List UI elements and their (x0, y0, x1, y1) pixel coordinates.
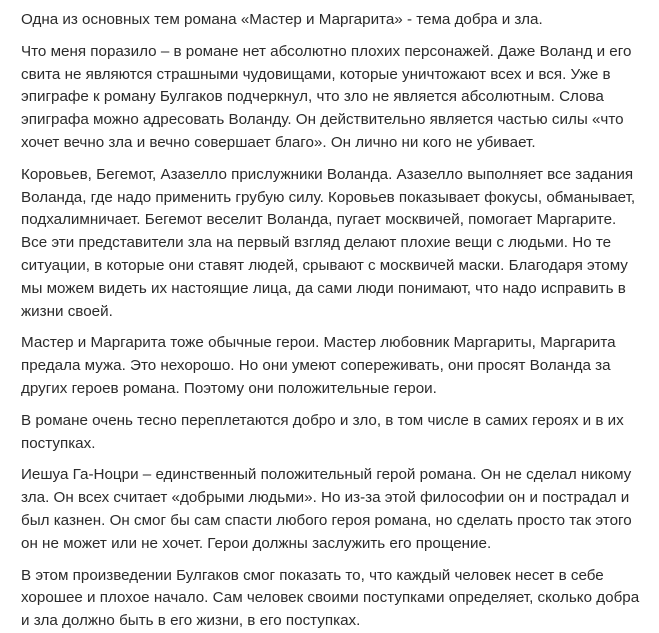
paragraph-4: Мастер и Маргарита тоже обычные герои. Мастер любовник Маргариты, Маргарита предала мужа. Это нехорошо. Но они умеют сопереживать, они просят Воланда за других героев романа. Поэтому они положительные герои. (21, 334, 616, 397)
paragraph-5: В романе очень тесно переплетаются добро и зло, в том числе в самих героях и в их поступках. (21, 411, 624, 452)
paragraph-6: Иешуа Га-Ноцри – единственный положительный герой романа. Он не сделал никому зла. Он всех считает «добрыми людьми». Но из-за этой философии он и пострадал и был казнен. Он смог бы сам спасти любого героя романа, но сделать просто так этого он не может или не хочет. Герои должны заслужить его прощение. (21, 466, 632, 552)
paragraph-7: В этом произведении Булгаков смог показать то, что каждый человек несет в себе хорошее и плохое начало. Сам человек своими поступками определяет, сколько добра и зла должно быть в его жизни, в его поступках. (21, 566, 640, 630)
paragraph-1: Одна из основных тем романа «Мастер и Маргарита» - тема добра и зла. (21, 11, 543, 28)
paragraph-2: Что меня поразило – в романе нет абсолютно плохих персонажей. Даже Воланд и его свита не являются страшными чудовищами, которые уничтожают всех и вся. Уже в эпиграфе к роману Булгаков подчеркнул, что зло не является абсолютным. Слова эпиграфа можно адресовать Воланду. Он действительно является частью силы «что хочет вечно зла и вечно совершает благо». Он лично ни кого не убивает. (21, 42, 632, 151)
paragraph-3: Коровьев, Бегемот, Азазелло прислужники Воланда. Азазелло выполняет все задания Воланда, где надо применить грубую силу. Коровьев показывает фокусы, обманывает, подхалимничает. Бегемот веселит Воланда, пугает москвичей, помогает Маргарите. Все эти представители зла на первый взгляд делают плохие вещи с людьми. Но те ситуации, в которые они ставят людей, срывают с москвичей маски. Благодаря этому мы можем видеть их настоящие лица, да сами люди понимают, что надо исправить в жизни своей. (21, 165, 636, 320)
